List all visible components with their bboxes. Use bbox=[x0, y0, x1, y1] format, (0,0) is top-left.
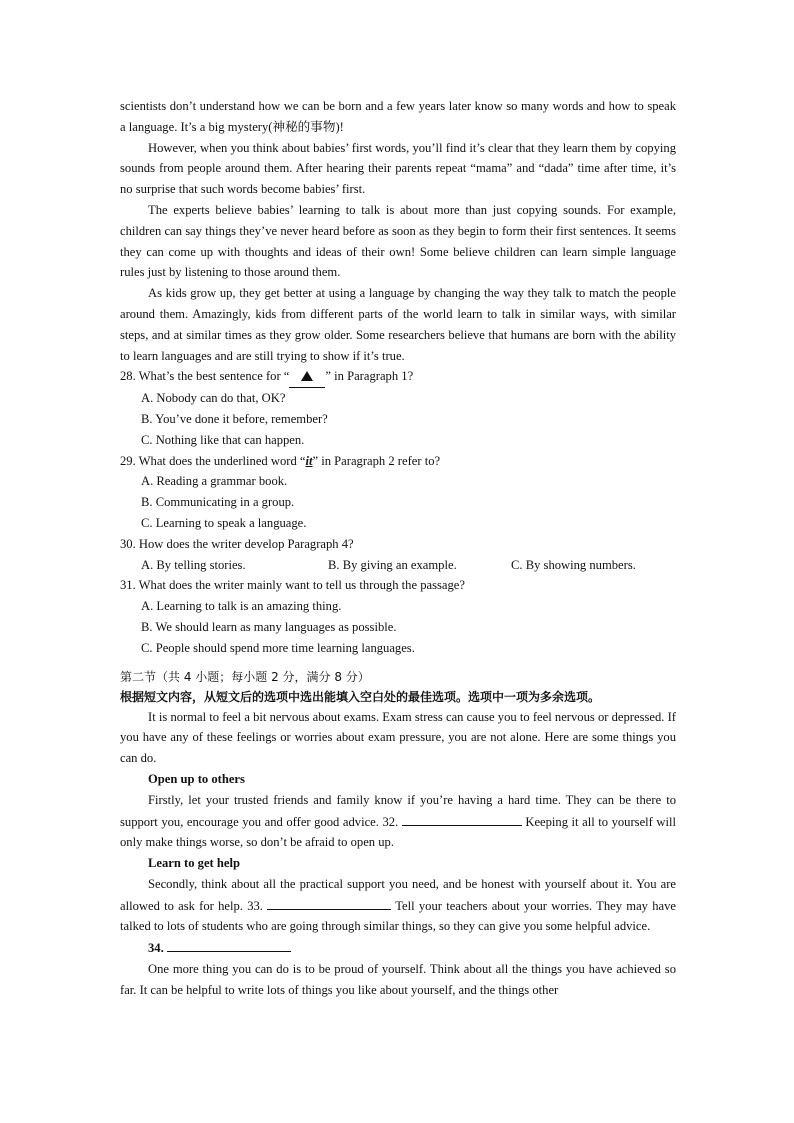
answer-blank-33[interactable] bbox=[267, 895, 391, 910]
passage-b-paragraph-2: Firstly, let your trusted friends and family know if you’re having a hard time. They can be there to support you, encourage you and offer good advice. 32. Keeping it all to yourself will only make things worse, so don’t be afraid to open up. bbox=[120, 792, 676, 850]
passage-b-heading-2: Learn to get help bbox=[148, 856, 240, 871]
question-31-option-c[interactable]: C. People should spend more time learning languages. bbox=[141, 640, 415, 655]
question-30-stem: 30. How does the writer develop Paragraph 4? bbox=[120, 536, 354, 551]
passage-b-paragraph-3: Secondly, think about all the practical support you need, and be honest with yourself about it. You are allowed to ask for help. 33. Tell your teachers about your worries. They may have talked to lots of students who are going through similar things, so they can give you some helpful advice. bbox=[120, 876, 677, 934]
question-30-option-b[interactable]: B. By giving an example. bbox=[328, 557, 457, 572]
passage-b-paragraph-4: One more thing you can do is to be proud of yourself. Think about all the things you have achieved so far. It can be helpful to write lots of things you like about yourself, and the things other bbox=[120, 962, 676, 997]
question-30-options bbox=[120, 555, 676, 576]
question-30-option-c[interactable]: C. By showing numbers. bbox=[511, 557, 636, 572]
passage-a-paragraph-3: The experts believe babies’ learning to talk is about more than just copying sounds. For example, children can say things they’ve never heard before as soon as they begin to form their first sentences. It seems they can come up with thoughts and ideas of their own! Some believe children can learn simple language rules just by listening to those around them. bbox=[120, 202, 676, 280]
passage-b-paragraph-1: It is normal to feel a bit nervous about exams. Exam stress can cause you to feel nervous or depressed. If you have any of these feelings or worries about exam pressure, you are not alone. Here are some things you can do. bbox=[120, 709, 676, 766]
passage-a-paragraph-4: As kids grow up, they get better at using a language by changing the way they talk to match the people around them. Amazingly, kids from different parts of the world learn to talk in similar ways, with similar steps, and at similar times as they grow older. Some researchers believe that humans are born with the ability to learn languages and are still trying to show if it’s true. bbox=[120, 286, 676, 363]
passage-a-paragraph-2: However, when you think about babies’ first words, you’ll find it’s clear that they learn them by copying sounds from people around them. After hearing their parents repeat “mama” and “dada” time after time, it’s no surprise that such words become babies’ first. bbox=[120, 140, 676, 197]
question-28-option-c[interactable]: C. Nothing like that can happen. bbox=[141, 432, 305, 447]
triangle-icon bbox=[301, 371, 313, 381]
passage-b-heading-3: 34. bbox=[120, 937, 676, 959]
question-29-option-c[interactable]: C. Learning to speak a language. bbox=[141, 515, 307, 530]
answer-blank-32[interactable] bbox=[402, 811, 522, 826]
question-30-option-a[interactable]: A. By telling stories. bbox=[141, 557, 246, 572]
passage-a-paragraph-1-continued: scientists don’t understand how we can be born and a few years later know so many words and how to speak a language. It’s a big mystery(神秘的事物)! bbox=[120, 99, 676, 134]
question-29-stem: 29. What does the underlined word “it” in Paragraph 2 refer to? bbox=[120, 453, 441, 468]
exam-page bbox=[120, 96, 676, 1001]
question-29-option-a[interactable]: A. Reading a grammar book. bbox=[141, 474, 288, 489]
question-29-option-b[interactable]: B. Communicating in a group. bbox=[141, 495, 295, 510]
section-2-instruction: 根据短文内容，从短文后的选项中选出能填入空白处的最佳选项。选项中一项为多余选项。 bbox=[120, 689, 601, 704]
answer-blank-triangle bbox=[289, 366, 325, 388]
question-31-stem: 31. What does the writer mainly want to tell us through the passage? bbox=[120, 578, 465, 593]
question-31-option-b[interactable]: B. We should learn as many languages as possible. bbox=[141, 619, 397, 634]
passage-b-heading-1: Open up to others bbox=[148, 771, 245, 786]
question-28-stem: 28. What’s the best sentence for “ ” in Paragraph 1? bbox=[120, 366, 676, 388]
question-28-option-b[interactable]: B. You’ve done it before, remember? bbox=[141, 411, 328, 426]
question-31-option-a[interactable]: A. Learning to talk is an amazing thing. bbox=[141, 599, 342, 614]
answer-blank-34[interactable] bbox=[167, 937, 291, 952]
question-28-option-a[interactable]: A. Nobody can do that, OK? bbox=[141, 391, 286, 406]
section-2-header: 第二节（共 4 小题；每小题 2 分，满分 8 分） bbox=[120, 669, 370, 684]
underlined-word: it bbox=[305, 453, 313, 468]
